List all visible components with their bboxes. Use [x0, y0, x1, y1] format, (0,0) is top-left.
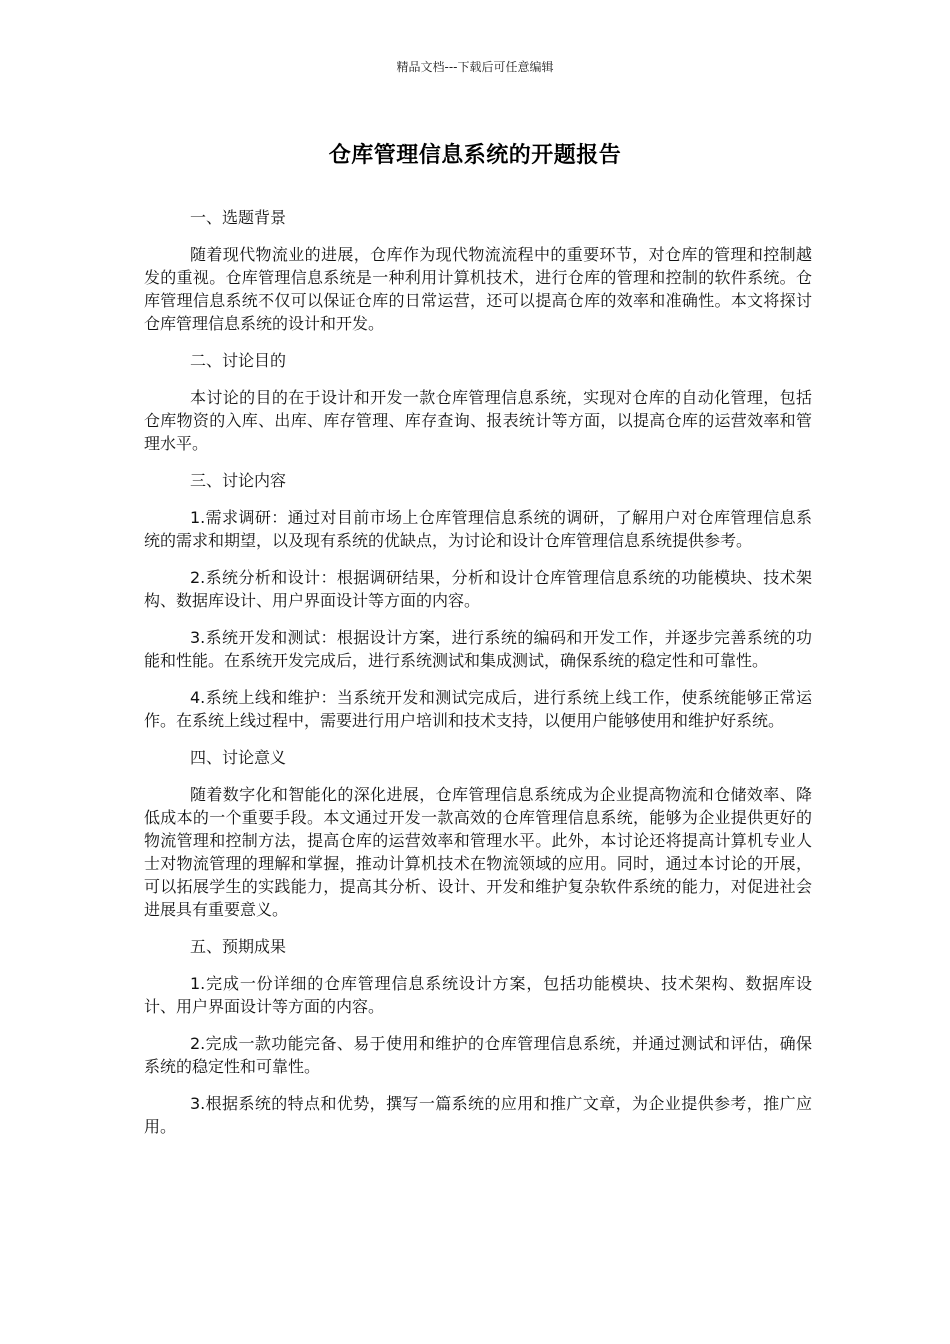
paragraph: 4.系统上线和维护：当系统开发和测试完成后，进行系统上线工作，使系统能够正常运作。在系统上线过程中，需要进行用户培训和技术支持，以便用户能够使用和维护好系统。 [144, 688, 812, 730]
section-purpose [144, 349, 812, 455]
section-expected-results [144, 935, 812, 1138]
paragraph: 1.完成一份详细的仓库管理信息系统设计方案，包括功能模块、技术架构、数据库设计、用户界面设计等方面的内容。 [144, 974, 812, 1016]
page-title: 仓库管理信息系统的开题报告 [328, 143, 622, 168]
paragraph: 本讨论的目的在于设计和开发一款仓库管理信息系统，实现对仓库的自动化管理，包括仓库物资的入库、出库、库存管理、库存查询、报表统计等方面，以提高仓库的运营效率和管理水平。 [144, 388, 812, 453]
section-content [144, 469, 812, 732]
section-heading: 四、讨论意义 [190, 748, 287, 767]
document-body [144, 206, 812, 1152]
paragraph: 随着现代物流业的进展，仓库作为现代物流流程中的重要环节，对仓库的管理和控制越发的重视。仓库管理信息系统是一种利用计算机技术，进行仓库的管理和控制的软件系统。仓库管理信息系统不仅可以保证仓库的日常运营，还可以提高仓库的效率和准确性。本文将探讨仓库管理信息系统的设计和开发。 [144, 245, 812, 333]
paragraph: 1.需求调研：通过对目前市场上仓库管理信息系统的调研，了解用户对仓库管理信息系统的需求和期望，以及现有系统的优缺点，为讨论和设计仓库管理信息系统提供参考。 [144, 508, 812, 550]
paragraph: 2.系统分析和设计：根据调研结果，分析和设计仓库管理信息系统的功能模块、技术架构、数据库设计、用户界面设计等方面的内容。 [144, 568, 812, 610]
section-heading: 二、讨论目的 [190, 351, 287, 370]
section-heading: 一、选题背景 [190, 208, 287, 227]
paragraph: 3.根据系统的特点和优势，撰写一篇系统的应用和推广文章，为企业提供参考，推广应用。 [144, 1094, 812, 1136]
paragraph: 随着数字化和智能化的深化进展，仓库管理信息系统成为企业提高物流和仓储效率、降低成本的一个重要手段。本文通过开发一款高效的仓库管理信息系统，能够为企业提供更好的物流管理和控制方法，提高仓库的运营效率和管理水平。此外，本讨论还将提高计算机专业人士对物流管理的理解和掌握，推动计算机技术在物流领域的应用。同时，通过本讨论的开展，可以拓展学生的实践能力，提高其分析、设计、开发和维护复杂软件系统的能力，对促进社会进展具有重要意义。 [144, 785, 812, 919]
section-background [144, 206, 812, 335]
section-heading: 三、讨论内容 [190, 471, 287, 490]
header-note: 精品文档---下载后可任意编辑 [396, 60, 554, 74]
section-heading: 五、预期成果 [190, 937, 287, 956]
paragraph: 2.完成一款功能完备、易于使用和维护的仓库管理信息系统，并通过测试和评估，确保系统的稳定性和可靠性。 [144, 1034, 812, 1076]
paragraph: 3.系统开发和测试：根据设计方案，进行系统的编码和开发工作，并逐步完善系统的功能和性能。在系统开发完成后，进行系统测试和集成测试，确保系统的稳定性和可靠性。 [144, 628, 812, 670]
section-significance [144, 746, 812, 921]
